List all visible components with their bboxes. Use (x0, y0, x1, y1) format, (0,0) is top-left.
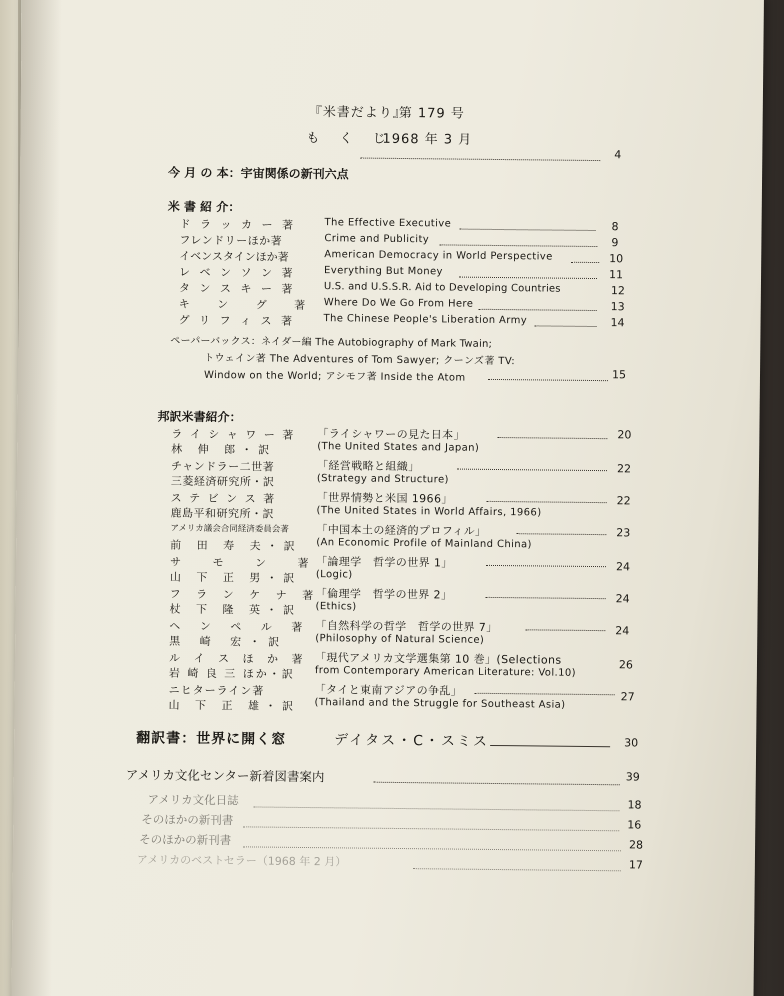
leader-dots (497, 437, 607, 439)
translated-section-label: 邦訳米書紹介： (157, 409, 242, 425)
leader-dots (243, 846, 621, 851)
review-author: キ ン グ 著 (178, 297, 318, 313)
book-title-ja: 「経営戦略と組織」 (316, 459, 420, 474)
page-number: 4 (614, 148, 622, 162)
book-title-en: (Thailand and the Struggle for Southeast Asia) (314, 697, 566, 711)
book-title-ja: 「論理学 哲学の世界 1」 (315, 555, 453, 570)
book-title-en: (The United States and Japan) (317, 441, 480, 454)
book-author: ス テ ビ ン ス 著 (170, 491, 277, 506)
page-number: 14 (610, 316, 625, 330)
page-number: 11 (608, 268, 624, 282)
page-number: 24 (615, 624, 630, 638)
leader-dots (486, 565, 606, 567)
book-author: ヘ ン ペ ル 著 (169, 619, 311, 635)
book-author: フ ラ ン ケ ナ 著 (169, 587, 320, 603)
page-number: 24 (615, 592, 630, 606)
review-author: レ ベ ン ソ ン 著 (178, 265, 296, 280)
center-item: アメリカ文化日誌 (147, 792, 239, 808)
feature-label: 今 月 の 本：宇宙関係の新刊六点 (168, 165, 349, 182)
book-title-en: (Strategy and Structure) (316, 473, 449, 486)
leader-dots (439, 244, 597, 247)
leader-dots (516, 533, 606, 535)
book-title-en: (An Economic Profile of Mainland China) (316, 537, 532, 551)
leader-dots (571, 262, 599, 263)
review-title: Everything But Money (324, 265, 443, 278)
leader-dots (487, 501, 607, 503)
review-title: Where Do We Go From Here (323, 297, 474, 310)
page-number: 12 (610, 284, 625, 298)
leader-dots (488, 379, 608, 381)
page-number: 9 (611, 236, 619, 250)
page-number: 22 (616, 462, 632, 476)
leader-line (490, 745, 610, 747)
book-title-ja: 「タイと東南アジアの争乱」 (314, 683, 463, 698)
book-title-ja: 「ライシャワーの見た日本」 (317, 427, 466, 442)
book-title-en: (The United States in World Affairs, 1966) (316, 505, 542, 519)
review-title: U.S. and U.S.S.R. Aid to Developing Countries (323, 281, 561, 295)
page-number: 18 (627, 798, 642, 812)
book-author: サ モ ン 著 (169, 555, 323, 571)
page-number: 39 (625, 770, 640, 784)
page-number: 30 (624, 736, 639, 750)
book-title-ja: 「現代アメリカ文学選集第 10 巻」(Selections (314, 651, 562, 667)
leader-dots (457, 469, 607, 472)
leader-dots (535, 325, 597, 327)
page-number: 23 (616, 526, 631, 540)
leader-dots (475, 693, 615, 695)
leader-dots (413, 868, 621, 871)
book-title-en: (Philosophy of Natural Science) (315, 633, 485, 646)
center-item: アメリカのベストセラー（1968 年 2 月） (136, 853, 347, 869)
issue-date: 1968 年 3 月 (382, 131, 473, 148)
book-translator: 三菱経済研究所・訳 (170, 474, 275, 489)
book-translator: 林 伸 郎・訳 (171, 442, 276, 457)
page-number: 20 (617, 428, 632, 442)
page-number: 10 (609, 252, 624, 266)
book-translator: 鹿島平和研究所・訳 (170, 506, 275, 521)
leader-dots (360, 158, 600, 162)
leader-dots (486, 597, 606, 599)
review-author: タ ン ス キ ー 著 (178, 281, 296, 296)
review-section-label: 米 書 紹 介： (167, 199, 241, 215)
paperbacks-line-3: Window on the World; アシモフ著 Inside the Atom (203, 369, 466, 384)
leader-dots (479, 309, 597, 311)
book-translator: 前 田 寿 夫・訳 (170, 538, 301, 553)
book-author: アメリカ議会合同経済委員会著 (170, 523, 289, 535)
book-author: ラ イ シ ャ ワ ー 著 (171, 427, 296, 442)
leader-dots (243, 826, 619, 831)
leader-dots (374, 782, 620, 786)
page-number: 16 (627, 818, 642, 832)
book-title-en: from Contemporary American Literature: Vol.10) (314, 665, 576, 679)
book-translator: 杖 下 隆 英・訳 (169, 602, 301, 617)
book-translator: 山 下 正 雄・訳 (168, 698, 300, 713)
review-title: The Effective Executive (324, 217, 452, 230)
page-number: 26 (618, 658, 634, 672)
center-item: そのほかの新刊書 (141, 812, 234, 828)
page-number: 17 (628, 858, 643, 872)
center-item: そのほかの新刊書 (139, 832, 232, 848)
review-title: American Democracy in World Perspective (324, 249, 553, 263)
review-author: イベンスタインほか著 (179, 249, 289, 264)
book-title-en: (Ethics) (315, 601, 357, 613)
paperbacks-line-2: トウェイン著 The Adventures of Tom Sawyer; クーンズ著 TV: (204, 352, 516, 368)
book-author: ニヒターライン著 (168, 683, 265, 698)
translation-feature-label: 翻訳書：世界に開く窓 (136, 730, 287, 748)
book-title-ja: 「世界情勢と米国 1966」 (316, 491, 453, 506)
review-title: Crime and Publicity (324, 233, 430, 246)
page-number: 8 (611, 220, 619, 234)
leader-dots (460, 229, 596, 231)
translation-feature-author: デイタス・C・スミス (334, 732, 490, 750)
leader-dots (525, 629, 605, 631)
book-title-en: (Logic) (315, 569, 353, 581)
magazine-title: 『米書だより』 (308, 105, 407, 122)
page-number: 22 (616, 494, 631, 508)
review-author: ド ラ ッ カ ー 著 (179, 217, 297, 232)
page-number: 15 (611, 368, 627, 382)
page-number: 27 (620, 690, 635, 704)
leader-dots (253, 806, 619, 811)
book-translator: 山 下 正 男・訳 (169, 570, 301, 585)
paperbacks-line-1: ペーパーバックス：ネイダー編 The Autobiography of Mark Twain; (170, 335, 493, 350)
leader-dots (459, 277, 597, 279)
review-author: グ リ フ ィ ス 著 (178, 313, 296, 328)
book-title-ja: 「自然科学の哲学 哲学の世界 7」 (315, 619, 498, 635)
page-number: 24 (615, 560, 631, 574)
document-page (11, 0, 764, 996)
toc-heading: も く じ (306, 130, 394, 147)
book-title-ja: 「倫理学 哲学の世界 2」 (315, 587, 453, 602)
book-author: ル イ ス ほ か 著 (168, 651, 308, 667)
center-section-label: アメリカ文化センター新着図書案内 (125, 767, 325, 785)
page-number: 13 (610, 300, 625, 314)
book-title-ja: 「中国本土の経済的プロフィル」 (316, 523, 487, 538)
book-author: チャンドラー二世著 (170, 459, 275, 474)
review-author: フレンドリーほか著 (179, 233, 283, 248)
issue-number: 第 179 号 (398, 105, 465, 122)
review-title: The Chinese People's Liberation Army (323, 313, 528, 327)
page-number: 28 (629, 838, 644, 852)
book-translator: 黒 崎 宏・訳 (169, 634, 288, 649)
book-translator: 岩 崎 良 三 ほか・訳 (168, 666, 295, 681)
